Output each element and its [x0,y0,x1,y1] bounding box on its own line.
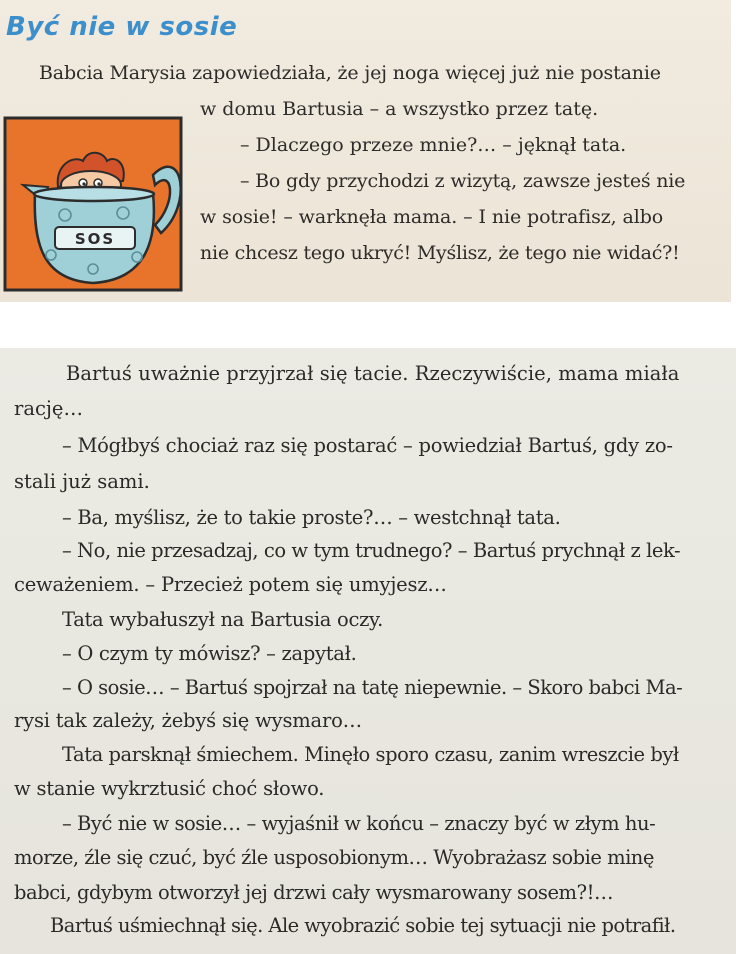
paragraph-line: w sosie! – warknęła mama. – I nie potrafisz, albo [200,206,664,228]
paragraph-line: Tata wybałuszył na Bartusia oczy. [62,608,384,631]
paragraph-line: Tata parsknął śmiechem. Minęło sporo czasu, zanim wreszcie był [62,743,679,766]
paragraph-line: Babcia Marysia zapowiedziała, że jej noga więcej już nie postanie [39,62,661,84]
story-title: Być nie w sosie [6,12,238,42]
jug-rim [34,187,154,201]
paragraph-line: nie chcesz tego ukryć! Myślisz, że tego nie widać?! [200,242,680,264]
paragraph-line: – O sosie… – Bartuś spojrzał na tatę niepewnie. – Skoro babci Ma- [62,676,683,699]
paragraph-line: – Być nie w sosie… – wyjaśnił w końcu – znaczy być w złym hu- [62,812,656,835]
paragraph-line: w stanie wykrztusić choć słowo. [14,777,325,800]
paragraph-line: Bartuś uśmiechnął się. Ale wyobrazić sobie tej sytuacji nie potrafił. [50,914,676,937]
paragraph-line: Bartuś uważnie przyjrzał się tacie. Rzeczywiście, mama miała [66,362,680,385]
paragraph-line: – No, nie przesadzaj, co w tym trudnego? – Bartuś prychnął z lek- [62,539,681,562]
paragraph-line: babci, gdybym otworzył jej drzwi cały wysmarowany sosem?!… [14,881,614,904]
boy-pupil-right [97,182,100,185]
paragraph-line: rację… [14,397,83,420]
paragraph-line: – Mógłbyś chociaż raz się postarać – powiedział Bartuś, gdy zo- [62,434,673,457]
gravy-boat-with-boy-icon [3,115,193,295]
paragraph-line: ceważeniem. – Przecież potem się umyjesz… [14,573,447,596]
paragraph-line: – Bo gdy przychodzi z wizytą, zawsze jesteś nie [240,170,686,192]
paragraph-line: w domu Bartusia – a wszystko przez tatę. [200,98,599,120]
paragraph-line: morze, źle się czuć, być źle usposobionym… Wyobrażasz sobie minę [14,846,654,869]
top-page-panel [0,0,731,302]
jug-label-text: SOS [74,230,116,248]
bottom-page-panel [0,348,736,954]
paragraph-line: – Ba, myślisz, że to takie proste?… – westchnął tata. [62,506,561,529]
paragraph-line: – O czym ty mówisz? – zapytał. [62,642,357,665]
paragraph-line: – Dlaczego przeze mnie?… – jęknął tata. [240,134,627,156]
paragraph-line: rysi tak zależy, żebyś się wysmaro… [14,709,362,732]
boy-pupil-left [82,182,85,185]
paragraph-line: stali już sami. [14,470,150,493]
